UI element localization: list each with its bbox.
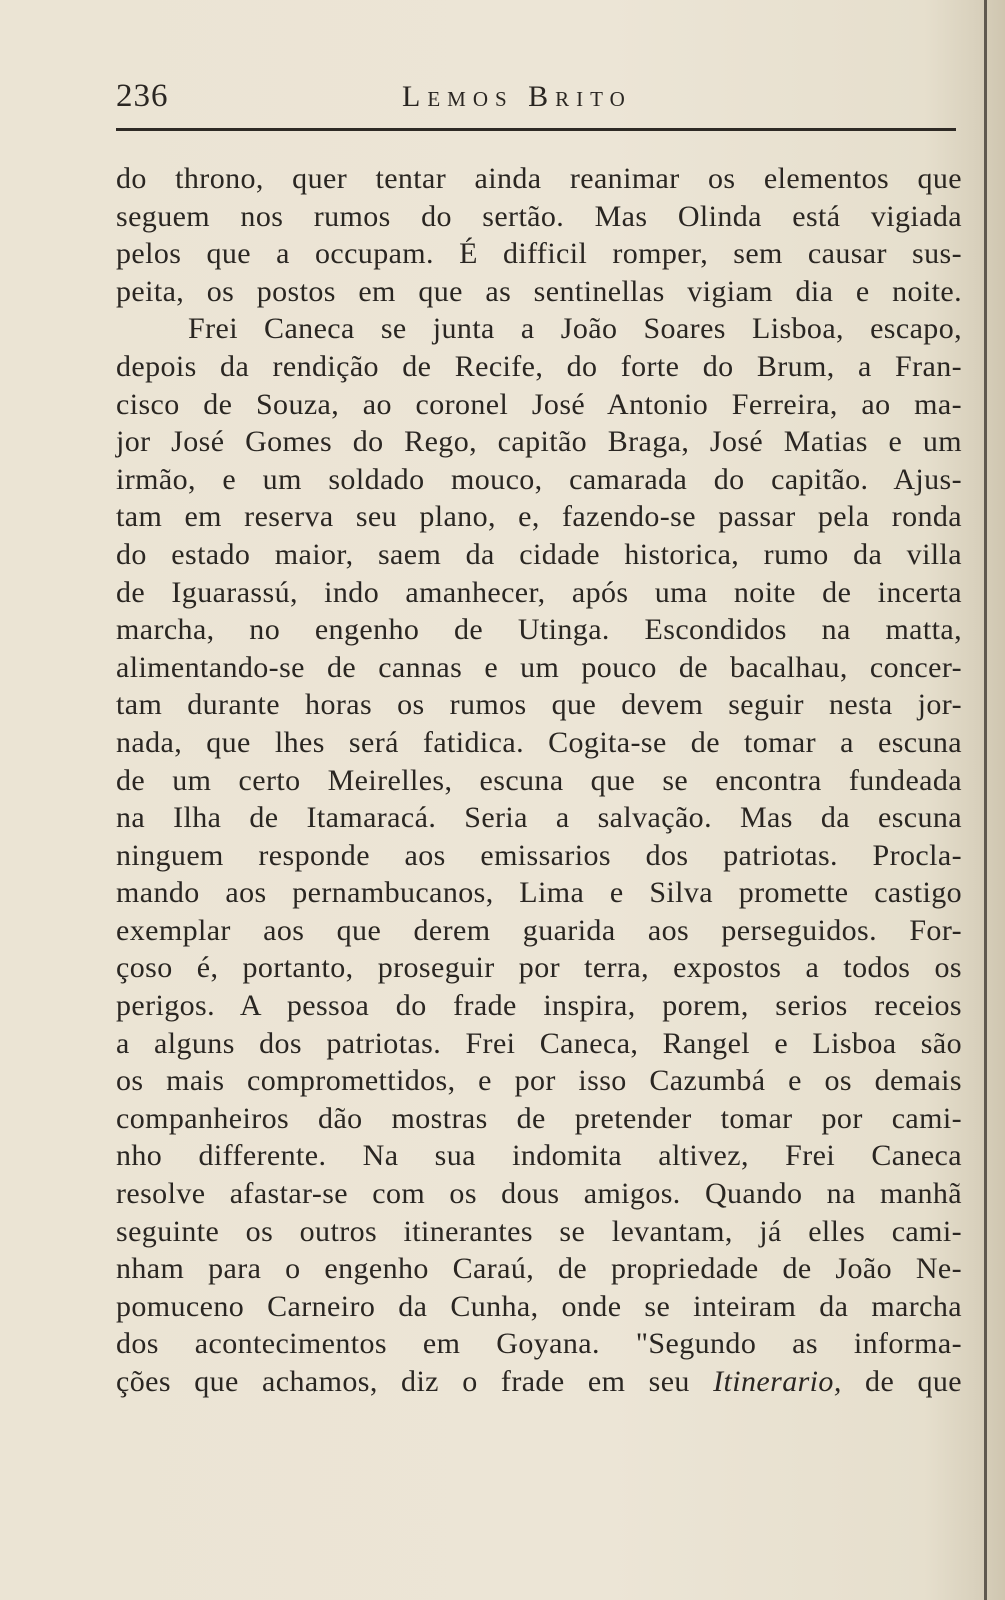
text-line: pomuceno Carneiro da Cunha, onde se inteiram da marcha <box>116 1289 962 1323</box>
text-line: dos acontecimentos em Goyana. "Segundo as informa- <box>116 1327 962 1361</box>
text-line: os mais compromettidos, e por isso Cazumbá e os demais <box>116 1064 962 1098</box>
body-text <box>116 160 962 1401</box>
text-line-final <box>116 1363 962 1401</box>
text-line: seguinte os outros itinerantes se levantam, já elles cami- <box>116 1214 962 1248</box>
text-line: tam em reserva seu plano, e, fazendo-se passar pela ronda <box>116 500 962 534</box>
text-line: irmão, e um soldado mouco, camarada do capitão. Ajus- <box>116 462 962 496</box>
text-line: tam durante horas os rumos que devem seguir nesta jor- <box>116 688 962 722</box>
text-line: nho differente. Na sua indomita altivez, Frei Caneca <box>116 1139 962 1173</box>
running-head: Lemos Brito <box>402 80 632 113</box>
text-line: pelos que a occupam. É difficil romper, sem causar sus- <box>116 237 962 271</box>
text-line: seguem nos rumos do sertão. Mas Olinda está vigiada <box>116 199 962 233</box>
text-line: ninguem responde aos emissarios dos patriotas. Procla- <box>116 838 962 872</box>
text-line: jor José Gomes do Rego, capitão Braga, José Matias e um <box>116 425 962 459</box>
text-line: depois da rendição de Recife, do forte do Brum, a Fran- <box>116 349 962 383</box>
text-segment: ções que achamos, diz o frade em seu <box>116 1365 690 1398</box>
text-line: do estado maior, saem da cidade historica, rumo da villa <box>116 537 962 571</box>
text-line: companheiros dão mostras de pretender tomar por cami- <box>116 1101 962 1135</box>
text-line: nada, que lhes será fatidica. Cogita-se de tomar a escuna <box>116 725 962 759</box>
text-line: na Ilha de Itamaracá. Seria a salvação. Mas da escuna <box>116 801 962 835</box>
text-line: de Iguarassú, indo amanhecer, após uma noite de incerta <box>116 575 962 609</box>
text-line: Frei Caneca se junta a João Soares Lisboa, escapo, <box>188 312 962 346</box>
text-line: nham para o engenho Caraú, de propriedade de João Ne- <box>116 1252 962 1286</box>
text-line: do throno, quer tentar ainda reanimar os elementos que <box>116 162 962 195</box>
text-line: perigos. A pessoa do frade inspira, porem, serios receios <box>116 989 962 1023</box>
text-line: exemplar aos que derem guarida aos perseguidos. For- <box>116 913 962 947</box>
text-line: mando aos pernambucanos, Lima e Silva promette castigo <box>116 876 962 910</box>
text-line: peita, os postos em que as sentinellas vigiam dia e noite. <box>116 274 962 308</box>
text-line: marcha, no engenho de Utinga. Escondidos na matta, <box>116 613 962 647</box>
text-line: a alguns dos patriotas. Frei Caneca, Rangel e Lisboa são <box>116 1026 962 1060</box>
text-line: resolve afastar-se com os dous amigos. Quando na manhã <box>116 1177 962 1211</box>
book-title-italic: Itinerario, <box>713 1365 842 1398</box>
text-line: cisco de Souza, ao coronel José Antonio Ferreira, ao ma- <box>116 387 962 421</box>
page-header <box>116 78 962 128</box>
text-line: alimentando-se de cannas e um pouco de bacalhau, concer- <box>116 650 962 684</box>
page-edge-shadow <box>984 0 987 1600</box>
text-line: de um certo Meirelles, escuna que se encontra fundeada <box>116 763 962 797</box>
text-segment: de que <box>865 1365 962 1398</box>
page-number: 236 <box>116 78 169 114</box>
header-rule <box>116 128 956 131</box>
text-line: çoso é, portanto, proseguir por terra, expostos a todos os <box>116 951 962 985</box>
